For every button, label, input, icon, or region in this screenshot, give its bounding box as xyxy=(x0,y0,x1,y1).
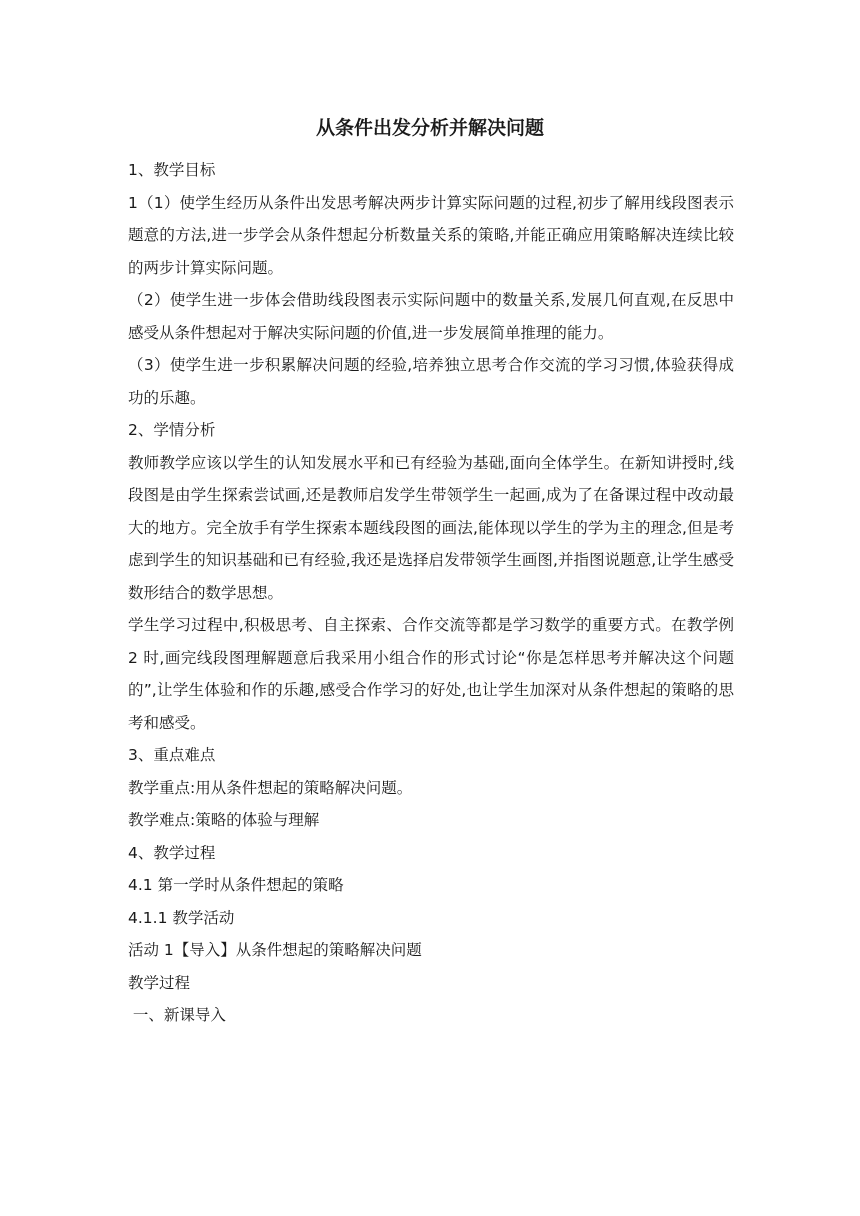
key-point-text: 教学重点:用从条件想起的策略解决问题。 xyxy=(128,778,413,797)
section-4-1-1: 4.1.1 教学活动 xyxy=(128,908,235,927)
heading-teaching-goals: 1、教学目标 xyxy=(128,161,216,179)
new-lesson-intro: 一、新课导入 xyxy=(128,1006,226,1024)
heading-learning-analysis: 2、学情分析 xyxy=(128,421,216,439)
goal-paragraph-3: （3）使学生进一步积累解决问题的经验,培养独立思考合作交流的学习习惯,体验获得成功的乐趣。 xyxy=(128,356,734,407)
analysis-paragraph-1: 教师教学应该以学生的认知发展水平和已有经验为基础,面向全体学生。在新知讲授时,线段图是由学生探索尝试画,还是教师启发学生带领学生一起画,成为了在备课过程中改动最大的地方。完全放手有学生探索本题线段图的画法,能体现以学生的学为主的理念,但是考虑到学生的知识基础和已有经验,我还是选择启发带领学生画图,并指图说题意,让学生感受数形结合的数学思想。 xyxy=(128,453,734,602)
section-4-1: 4.1 第一学时从条件想起的策略 xyxy=(128,876,344,894)
goal-paragraph-2: （2）使学生进一步体会借助线段图表示实际问题中的数量关系,发展几何直观,在反思中感受从条件想起对于解决实际问题的价值,进一步发展简单推理的能力。 xyxy=(128,291,734,342)
process-label: 教学过程 xyxy=(128,973,191,992)
document-body xyxy=(128,154,734,1032)
difficulty-text: 教学难点:策略的体验与理解 xyxy=(128,811,320,829)
heading-key-points: 3、重点难点 xyxy=(128,746,216,764)
heading-teaching-process: 4、教学过程 xyxy=(128,843,216,862)
goal-paragraph-1: 1（1）使学生经历从条件出发思考解决两步计算实际问题的过程,初步了解用线段图表示题意的方法,进一步学会从条件想起分析数量关系的策略,并能正确应用策略解决连续比较的两步计算实际问题。 xyxy=(128,193,734,277)
activity-1: 活动 1【导入】从条件想起的策略解决问题 xyxy=(128,941,422,959)
document-title: 从条件出发分析并解决问题 xyxy=(315,117,544,139)
analysis-paragraph-2: 学生学习过程中,积极思考、自主探索、合作交流等都是学习数学的重要方式。在教学例 2 时,画完线段图理解题意后我采用小组合作的形式讨论“你是怎样思考并解决这个问题的”,让学生体验和作的乐趣,感受合作学习的好处,也让学生加深对从条件想起的策略的思考和感受。 xyxy=(128,616,734,732)
